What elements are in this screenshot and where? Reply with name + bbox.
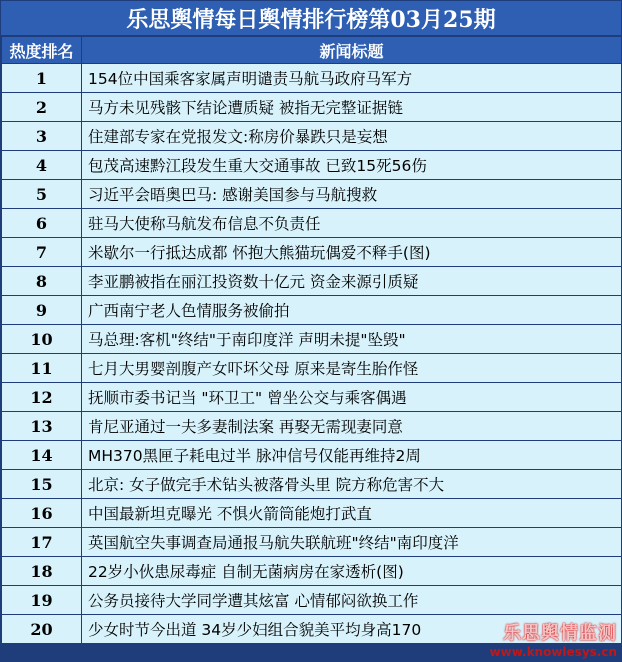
headline-cell: 马方未见残骸下结论遭质疑 被指无完整证据链	[82, 93, 622, 122]
table-row	[2, 557, 622, 586]
headline-cell: 米歇尔一行抵达成都 怀抱大熊猫玩偶爱不释手(图)	[82, 238, 622, 267]
table-row	[2, 64, 622, 93]
watermark-logo	[490, 619, 617, 659]
table-header-row	[2, 37, 622, 64]
watermark-url: www.knowlesys.cn	[489, 645, 617, 659]
rank-cell: 3	[2, 122, 82, 151]
headline-cell: 习近平会晤奥巴马: 感谢美国参与马航搜救	[82, 180, 622, 209]
headline-cell: 马总理:客机"终结"于南印度洋 声明未提"坠毁"	[82, 325, 622, 354]
headline-cell: 22岁小伙患尿毒症 自制无菌病房在家透析(图)	[82, 557, 622, 586]
headline-cell: 驻马大使称马航发布信息不负责任	[82, 209, 622, 238]
headline-cell: 住建部专家在党报发文:称房价暴跌只是妄想	[82, 122, 622, 151]
column-header-rank: 热度排名	[2, 37, 82, 64]
table-row	[2, 151, 622, 180]
rank-cell: 15	[2, 470, 82, 499]
table-row	[2, 528, 622, 557]
headline-cell: 公务员接待大学同学遭其炫富 心情郁闷欲换工作	[82, 586, 622, 615]
rank-cell: 2	[2, 93, 82, 122]
ranking-table	[1, 36, 622, 644]
rank-cell: 19	[2, 586, 82, 615]
rank-cell: 18	[2, 557, 82, 586]
rank-cell: 1	[2, 64, 82, 93]
rank-cell: 6	[2, 209, 82, 238]
headline-cell: 少女时节今出道 34岁少妇组合貌美平均身高170	[82, 615, 622, 644]
rank-cell: 12	[2, 383, 82, 412]
rank-cell: 5	[2, 180, 82, 209]
headline-cell: 154位中国乘客家属声明谴责马航马政府马军方	[82, 64, 622, 93]
headline-cell: 李亚鹏被指在丽江投资数十亿元 资金来源引质疑	[82, 267, 622, 296]
rank-cell: 7	[2, 238, 82, 267]
headline-cell: 北京: 女子做完手术钻头被落骨头里 院方称危害不大	[82, 470, 622, 499]
table-row	[2, 325, 622, 354]
table-row	[2, 412, 622, 441]
rank-cell: 14	[2, 441, 82, 470]
rank-cell: 16	[2, 499, 82, 528]
watermark-name: 乐思舆情监测	[503, 623, 617, 644]
table-row	[2, 267, 622, 296]
table-row	[2, 296, 622, 325]
table-row	[2, 122, 622, 151]
table-row	[2, 499, 622, 528]
table-row	[2, 441, 622, 470]
table-row	[2, 354, 622, 383]
table-row	[2, 180, 622, 209]
headline-cell: 中国最新坦克曝光 不惧火箭筒能炮打武直	[82, 499, 622, 528]
rank-cell: 10	[2, 325, 82, 354]
rank-cell: 4	[2, 151, 82, 180]
table-row	[2, 93, 622, 122]
headline-cell: 包茂高速黔江段发生重大交通事故 已致15死56伤	[82, 151, 622, 180]
rank-cell: 8	[2, 267, 82, 296]
rank-cell: 13	[2, 412, 82, 441]
table-row	[2, 238, 622, 267]
page-title: 乐思舆情每日舆情排行榜第03月25期	[1, 1, 621, 36]
table-row	[2, 470, 622, 499]
column-header-headline: 新闻标题	[82, 37, 622, 64]
table-row	[2, 209, 622, 238]
rank-cell: 20	[2, 615, 82, 644]
headline-cell: 抚顺市委书记当 "环卫工" 曾坐公交与乘客偶遇	[82, 383, 622, 412]
headline-cell: 七月大男婴剖腹产女吓坏父母 原来是寄生胎作怪	[82, 354, 622, 383]
table-row	[2, 383, 622, 412]
rank-cell: 11	[2, 354, 82, 383]
rank-cell: 17	[2, 528, 82, 557]
table-row	[2, 586, 622, 615]
headline-cell: MH370黑匣子耗电过半 脉冲信号仅能再维持2周	[82, 441, 622, 470]
headline-cell: 广西南宁老人色情服务被偷拍	[82, 296, 622, 325]
rank-cell: 9	[2, 296, 82, 325]
headline-cell: 英国航空失事调查局通报马航失联航班"终结"南印度洋	[82, 528, 622, 557]
headline-cell: 肯尼亚通过一夫多妻制法案 再娶无需现妻同意	[82, 412, 622, 441]
